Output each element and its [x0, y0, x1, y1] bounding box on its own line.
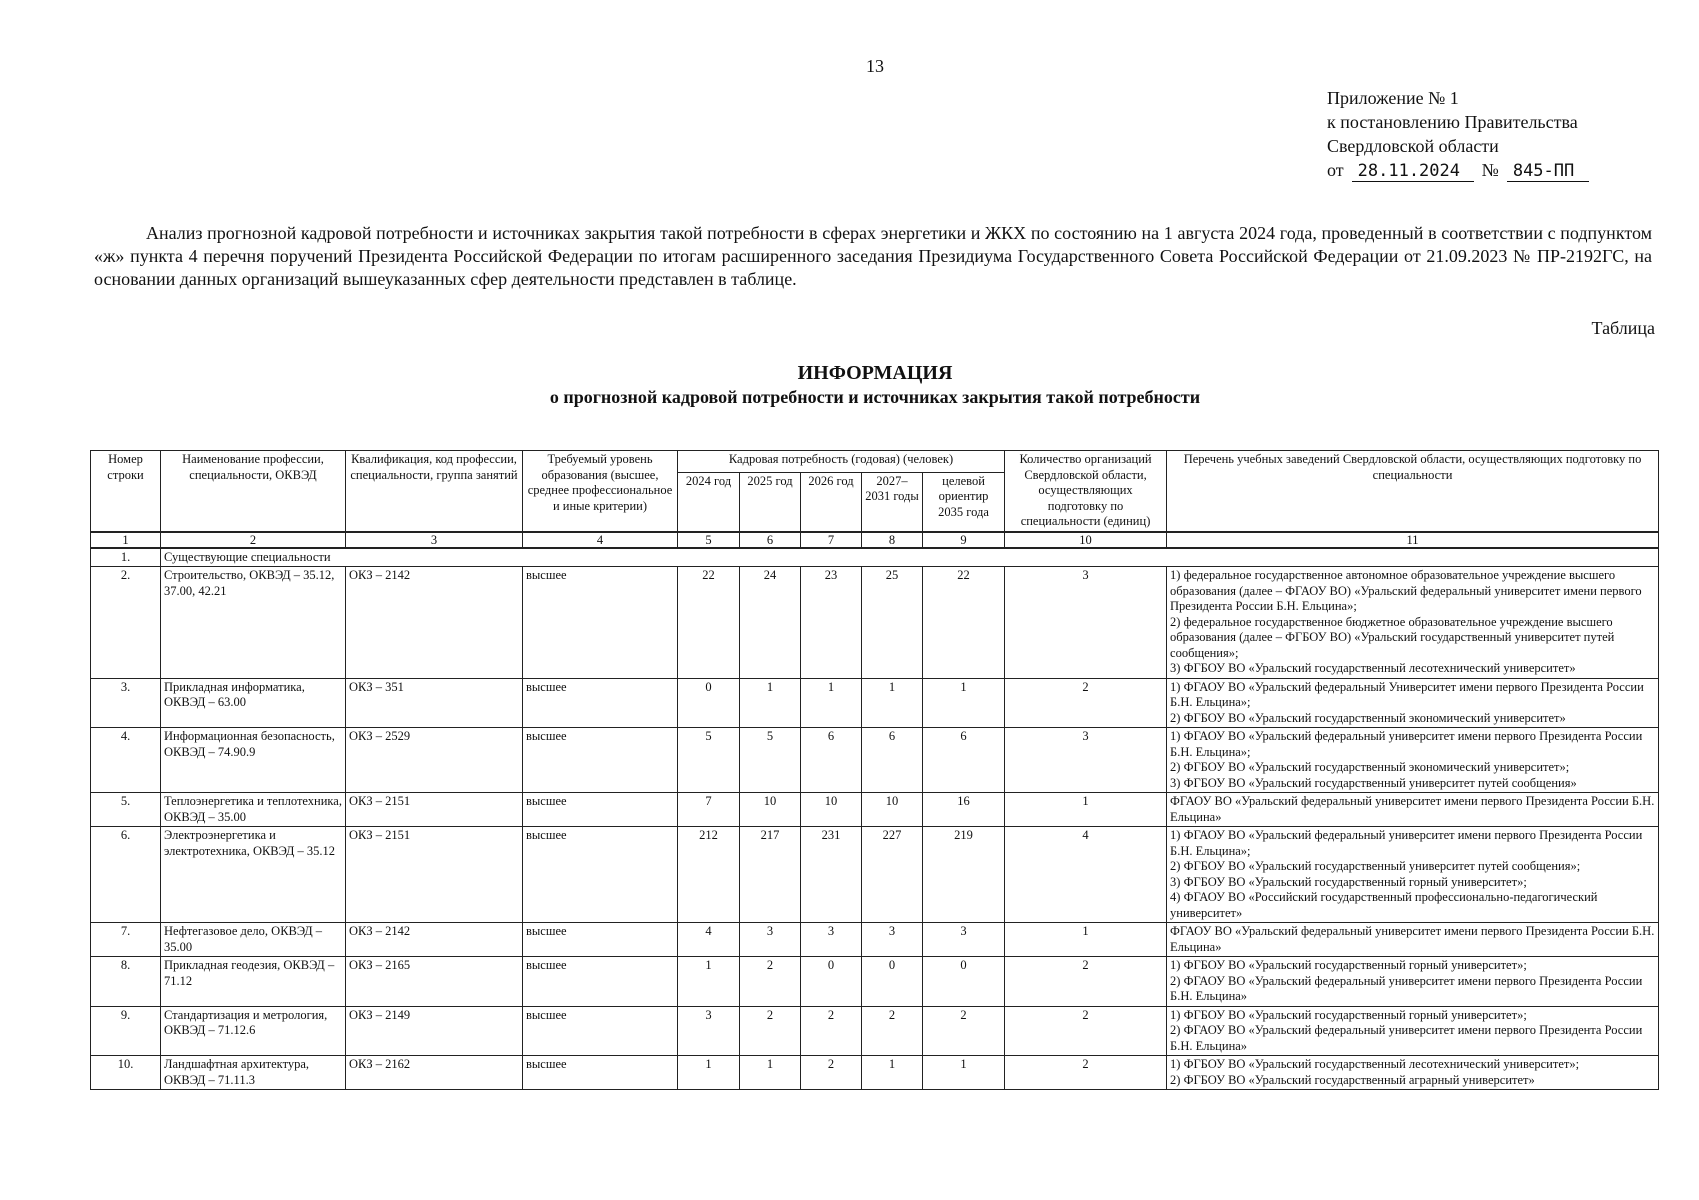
org-count: 3 — [1005, 728, 1167, 793]
appendix-line-3: Свердловской области — [1327, 136, 1499, 156]
institution-item: ФГАОУ ВО «Уральский федеральный университет имени первого Президента России Б.Н. Ельцина» — [1170, 794, 1655, 824]
table-row — [91, 923, 1659, 957]
institution-list — [1167, 957, 1659, 1007]
column-number: 3 — [346, 532, 523, 548]
specialty-name: Нефтегазовое дело, ОКВЭД – 35.00 — [161, 923, 346, 957]
header-org-count: Количество организаций Свердловской области, осуществляющих подготовку по специальности (единиц) — [1005, 451, 1167, 532]
need-2027-2031: 6 — [862, 728, 923, 793]
specialty-name: Теплоэнергетика и теплотехника, ОКВЭД – 35.00 — [161, 793, 346, 827]
specialty-name: Ландшафтная архитектура, ОКВЭД – 71.11.3 — [161, 1056, 346, 1090]
need-2025: 1 — [740, 678, 801, 728]
number-prefix: № — [1481, 160, 1499, 180]
need-2026: 10 — [801, 793, 862, 827]
header-num: Номер строки — [91, 451, 161, 532]
education-level: высшее — [523, 923, 678, 957]
institution-item: 4) ФГАОУ ВО «Российский государственный профессионально-педагогический университет» — [1170, 890, 1598, 920]
header-2024: 2024 год — [678, 472, 740, 531]
institution-list — [1167, 793, 1659, 827]
header-2026: 2026 год — [801, 472, 862, 531]
institution-item: 1) федеральное государственное автономное образовательное учреждение высшего образования (далее – ФГАОУ ВО) «Уральский федеральный университет имени первого Президента России Б.Н. Ельцина»; — [1170, 568, 1642, 613]
header-institution-list: Перечень учебных заведений Свердловской области, осуществляющих подготовку по специальности — [1167, 451, 1659, 532]
specialty-name: Прикладная геодезия, ОКВЭД – 71.12 — [161, 957, 346, 1007]
org-count: 3 — [1005, 567, 1167, 679]
institution-item: 2) ФГБОУ ВО «Уральский государственный университет путей сообщения»; — [1170, 859, 1581, 873]
org-count: 2 — [1005, 957, 1167, 1007]
table-row — [91, 827, 1659, 923]
need-2027-2031: 1 — [862, 678, 923, 728]
institution-item: 2) ФГБОУ ВО «Уральский государственный экономический университет»; — [1170, 760, 1570, 774]
resolution-date: 28.11.2024 — [1352, 161, 1474, 182]
qualification-code: ОКЗ – 351 — [346, 678, 523, 728]
education-level: высшее — [523, 827, 678, 923]
org-count: 1 — [1005, 793, 1167, 827]
institution-item: ФГАОУ ВО «Уральский федеральный университет имени первого Президента России Б.Н. Ельцина» — [1170, 924, 1655, 954]
institution-list — [1167, 923, 1659, 957]
institution-item: 1) ФГБОУ ВО «Уральский государственный горный университет»; — [1170, 958, 1527, 972]
need-2027-2031: 1 — [862, 1056, 923, 1090]
need-2024: 5 — [678, 728, 740, 793]
need-2024: 3 — [678, 1006, 740, 1056]
need-2026: 231 — [801, 827, 862, 923]
institution-item: 1) ФГАОУ ВО «Уральский федеральный университет имени первого Президента России Б.Н. Ельцина»; — [1170, 828, 1643, 858]
table-row — [91, 793, 1659, 827]
education-level: высшее — [523, 728, 678, 793]
row-number: 9. — [91, 1006, 161, 1056]
target-2035: 22 — [923, 567, 1005, 679]
appendix-dateline — [1327, 158, 1589, 182]
qualification-code: ОКЗ – 2151 — [346, 793, 523, 827]
need-2027-2031: 227 — [862, 827, 923, 923]
need-2027-2031: 3 — [862, 923, 923, 957]
column-number: 2 — [161, 532, 346, 548]
row-number: 10. — [91, 1056, 161, 1090]
row-number: 2. — [91, 567, 161, 679]
row-number: 7. — [91, 923, 161, 957]
institution-item: 3) ФГБОУ ВО «Уральский государственный горный университет»; — [1170, 874, 1527, 889]
education-level: высшее — [523, 1006, 678, 1056]
column-number: 6 — [740, 532, 801, 548]
need-2026: 1 — [801, 678, 862, 728]
table-row — [91, 1006, 1659, 1056]
org-count: 4 — [1005, 827, 1167, 923]
qualification-code: ОКЗ – 2151 — [346, 827, 523, 923]
specialty-name: Строительство, ОКВЭД – 35.12, 37.00, 42.21 — [161, 567, 346, 679]
need-2024: 1 — [678, 1056, 740, 1090]
table-row — [91, 567, 1659, 679]
institution-list — [1167, 827, 1659, 923]
need-2025: 5 — [740, 728, 801, 793]
qualification-code: ОКЗ – 2142 — [346, 923, 523, 957]
appendix-line-1: Приложение № 1 — [1327, 88, 1459, 108]
header-2027-2031: 2027–2031 годы — [862, 472, 923, 531]
education-level: высшее — [523, 793, 678, 827]
need-2027-2031: 0 — [862, 957, 923, 1007]
need-2027-2031: 25 — [862, 567, 923, 679]
institution-list — [1167, 1056, 1659, 1090]
qualification-code: ОКЗ – 2142 — [346, 567, 523, 679]
need-2026: 3 — [801, 923, 862, 957]
specialty-name: Электроэнергетика и электротехника, ОКВЭД – 35.12 — [161, 827, 346, 923]
institution-item: 3) ФГБОУ ВО «Уральский государственный университет путей сообщения» — [1170, 775, 1577, 790]
org-count: 1 — [1005, 923, 1167, 957]
institution-list — [1167, 567, 1659, 679]
section-num: 1. — [91, 548, 161, 567]
education-level: высшее — [523, 678, 678, 728]
header-2025: 2025 год — [740, 472, 801, 531]
education-level: высшее — [523, 957, 678, 1007]
row-number: 4. — [91, 728, 161, 793]
table-row — [91, 1056, 1659, 1090]
section-label: Существующие специальности — [161, 548, 1659, 567]
specialty-name: Стандартизация и метрология, ОКВЭД – 71.12.6 — [161, 1006, 346, 1056]
need-2024: 7 — [678, 793, 740, 827]
need-2025: 24 — [740, 567, 801, 679]
header-education: Требуемый уровень образования (высшее, среднее профессиональное и иные критерии) — [523, 451, 678, 532]
header-qualification: Квалификация, код профессии, специальности, группа занятий — [346, 451, 523, 532]
institution-list — [1167, 728, 1659, 793]
intro-paragraph: Анализ прогнозной кадровой потребности и источниках закрытия такой потребности в сферах энергетики и ЖКХ по состоянию на 1 августа 2024 года, проведенный в соответствии с подпунктом «ж» пункта 4 перечня поручений Президента Российской Федерации по итогам расширенного заседания Президиума Государственного Совета Российской Федерации от 21.09.2023 № ПР-2192ГС, на основании данных организаций вышеуказанных сфер деятельности представлен в таблице. — [94, 223, 1652, 289]
need-2027-2031: 10 — [862, 793, 923, 827]
need-2025: 2 — [740, 957, 801, 1007]
header-name: Наименование профессии, специальности, ОКВЭД — [161, 451, 346, 532]
table-label: Таблица — [1591, 318, 1655, 338]
column-number: 11 — [1167, 532, 1659, 548]
target-2035: 16 — [923, 793, 1005, 827]
need-2024: 1 — [678, 957, 740, 1007]
institution-item: 2) федеральное государственное бюджетное образовательное учреждение высшего образования (далее – ФГБОУ ВО) «Уральский государственный университет путей сообщения»; — [1170, 614, 1615, 660]
appendix-line-2: к постановлению Правительства — [1327, 112, 1578, 132]
target-2035: 3 — [923, 923, 1005, 957]
column-number: 5 — [678, 532, 740, 548]
need-2027-2031: 2 — [862, 1006, 923, 1056]
institution-item: 2) ФГБОУ ВО «Уральский государственный экономический университет» — [1170, 710, 1566, 725]
row-number: 6. — [91, 827, 161, 923]
target-2035: 0 — [923, 957, 1005, 1007]
column-number: 8 — [862, 532, 923, 548]
column-number: 9 — [923, 532, 1005, 548]
need-2024: 4 — [678, 923, 740, 957]
appendix-block — [1327, 86, 1589, 182]
need-2026: 2 — [801, 1006, 862, 1056]
header-staffing-need: Кадровая потребность (годовая) (человек) — [678, 451, 1005, 473]
need-2026: 0 — [801, 957, 862, 1007]
specialty-name: Информационная безопасность, ОКВЭД – 74.90.9 — [161, 728, 346, 793]
need-2025: 2 — [740, 1006, 801, 1056]
row-number: 8. — [91, 957, 161, 1007]
header-target-2035: целевой ориентир 2035 года — [923, 472, 1005, 531]
need-2025: 10 — [740, 793, 801, 827]
need-2025: 217 — [740, 827, 801, 923]
resolution-number: 845-ПП — [1507, 161, 1589, 182]
need-2024: 22 — [678, 567, 740, 679]
column-number: 1 — [91, 532, 161, 548]
qualification-code: ОКЗ – 2149 — [346, 1006, 523, 1056]
need-2025: 3 — [740, 923, 801, 957]
staffing-needs-table — [90, 450, 1659, 1090]
row-number: 5. — [91, 793, 161, 827]
need-2026: 2 — [801, 1056, 862, 1090]
target-2035: 219 — [923, 827, 1005, 923]
column-number: 7 — [801, 532, 862, 548]
education-level: высшее — [523, 567, 678, 679]
row-number: 3. — [91, 678, 161, 728]
org-count: 2 — [1005, 1006, 1167, 1056]
institution-list — [1167, 678, 1659, 728]
table-row — [91, 678, 1659, 728]
institution-item: 2) ФГБОУ ВО «Уральский государственный аграрный университет» — [1170, 1072, 1535, 1087]
date-prefix: от — [1327, 160, 1344, 180]
target-2035: 1 — [923, 678, 1005, 728]
target-2035: 2 — [923, 1006, 1005, 1056]
need-2025: 1 — [740, 1056, 801, 1090]
education-level: высшее — [523, 1056, 678, 1090]
qualification-code: ОКЗ – 2162 — [346, 1056, 523, 1090]
column-number-row — [91, 532, 1659, 548]
table-row — [91, 957, 1659, 1007]
qualification-code: ОКЗ – 2529 — [346, 728, 523, 793]
table-header-row — [91, 451, 1659, 473]
institution-item: 2) ФГАОУ ВО «Уральский федеральный университет имени первого Президента России Б.Н. Ельцина» — [1170, 1023, 1643, 1053]
target-2035: 1 — [923, 1056, 1005, 1090]
institution-item: 2) ФГАОУ ВО «Уральский федеральный университет имени первого Президента России Б.Н. Ельцина» — [1170, 973, 1643, 1003]
document-subtitle: о прогнозной кадровой потребности и источниках закрытия такой потребности — [549, 387, 1201, 407]
specialty-name: Прикладная информатика, ОКВЭД – 63.00 — [161, 678, 346, 728]
need-2026: 23 — [801, 567, 862, 679]
institution-item: 1) ФГАОУ ВО «Уральский федеральный университет имени первого Президента России Б.Н. Ельцина»; — [1170, 729, 1643, 759]
org-count: 2 — [1005, 1056, 1167, 1090]
institution-item: 1) ФГБОУ ВО «Уральский государственный горный университет»; — [1170, 1007, 1527, 1022]
need-2026: 6 — [801, 728, 862, 793]
column-number: 4 — [523, 532, 678, 548]
document-title: ИНФОРМАЦИЯ — [797, 362, 953, 384]
page-number: 13 — [866, 56, 884, 76]
table-row — [91, 728, 1659, 793]
institution-item: 1) ФГБОУ ВО «Уральский государственный лесотехнический университет»; — [1170, 1057, 1580, 1071]
institution-item: 1) ФГАОУ ВО «Уральский федеральный Университет имени первого Президента России Б.Н. Ельцина»; — [1170, 679, 1644, 709]
section-row — [91, 548, 1659, 567]
need-2024: 0 — [678, 678, 740, 728]
org-count: 2 — [1005, 678, 1167, 728]
qualification-code: ОКЗ – 2165 — [346, 957, 523, 1007]
need-2024: 212 — [678, 827, 740, 923]
column-number: 10 — [1005, 532, 1167, 548]
institution-list — [1167, 1006, 1659, 1056]
institution-item: 3) ФГБОУ ВО «Уральский государственный лесотехнический университет» — [1170, 661, 1576, 675]
target-2035: 6 — [923, 728, 1005, 793]
